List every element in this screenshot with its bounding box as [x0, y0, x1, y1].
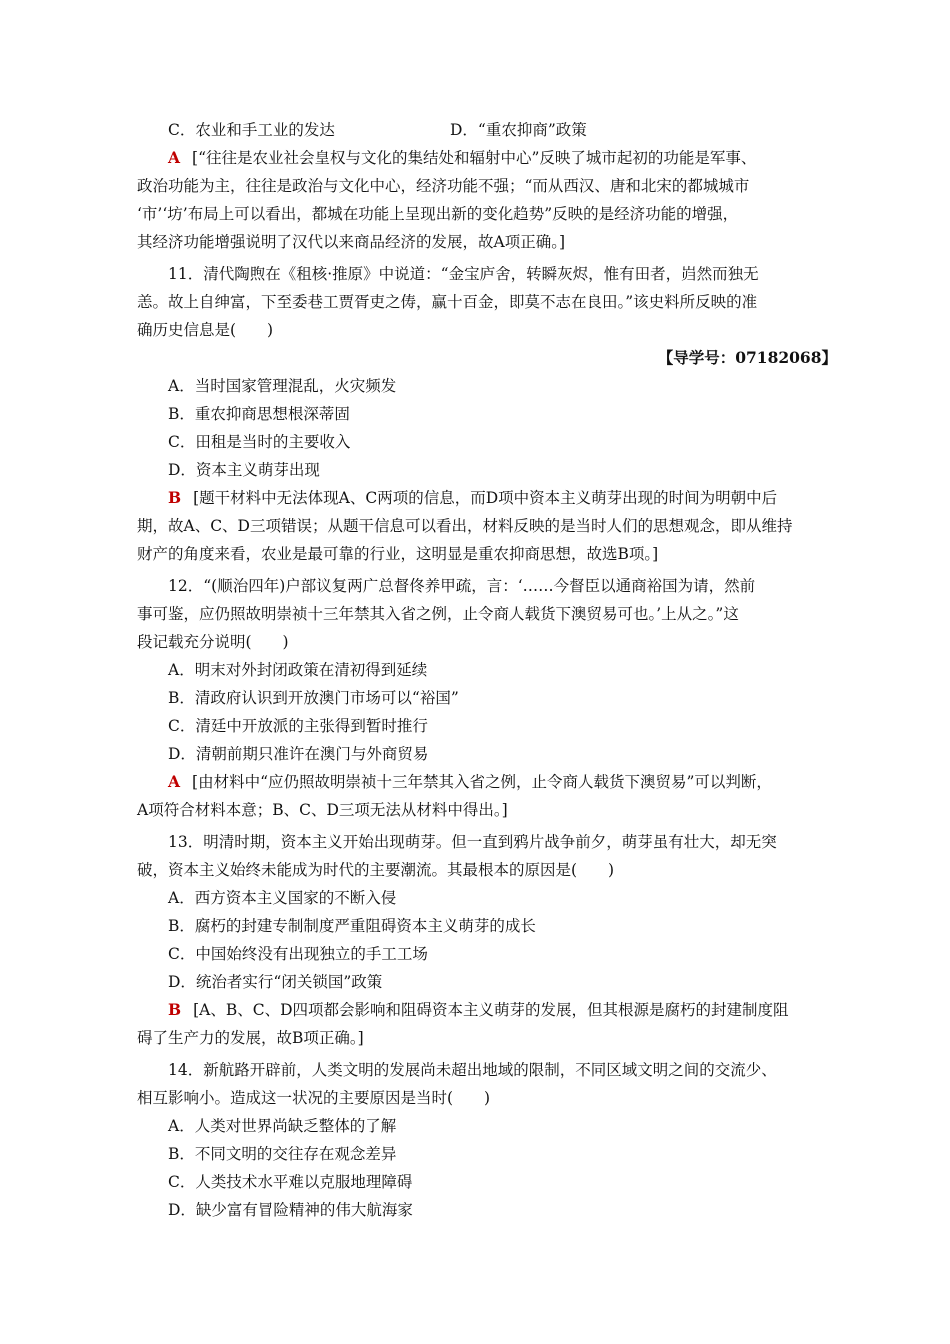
q12-explanation-line: A项符合材料本意；B、C、D三项无法从材料中得出。]	[137, 801, 508, 819]
q13-explanation-line: 碍了生产力的发展，故B项正确。]	[137, 1029, 364, 1047]
q11-stem-line: 确历史信息是( )	[137, 321, 274, 339]
q10-options-row	[137, 116, 837, 144]
q10-explanation-line: ‘市’‘坊’布局上可以看出，都城在功能上呈现出新的变化趋势”反映的是经济功能的增强，	[137, 205, 739, 223]
q13-stem-line: 破，资本主义始终未能成为时代的主要潮流。其最根本的原因是( )	[137, 861, 615, 879]
q12-option-d: D．清朝前期只准许在澳门与外商贸易	[168, 745, 429, 763]
q13-explanation-line: B [A、B、C、D四项都会影响和阻碍资本主义萌芽的发展，但其根源是腐朽的封建制度阻	[168, 1000, 789, 1019]
q11-guide-code: 【导学号：07182068】	[657, 348, 837, 367]
q12-answer: A	[168, 772, 181, 791]
q12-stem-line: 12．“(顺治四年)户部议复两广总督佟养甲疏，言：‘……今督臣以通商裕国为请，然前	[168, 577, 756, 595]
q13-option-d: D．统治者实行“闭关锁国”政策	[168, 973, 383, 991]
q11-option-a: A．当时国家管理混乱，火灾频发	[168, 377, 397, 395]
q13-option-a: A．西方资本主义国家的不断入侵	[168, 889, 397, 907]
q11-option-d: D．资本主义萌芽出现	[168, 461, 320, 479]
q11-answer: B	[168, 488, 182, 507]
q12-explanation-line: A [由材料中“应仍照故明崇祯十三年禁其入省之例，止令商人载货下澳贸易”可以判断，	[168, 772, 772, 791]
q11-explanation-line: B [题干材料中无法体现A、C两项的信息，而D项中资本主义萌芽出现的时间为明朝中后	[168, 488, 778, 507]
q14-stem-line: 14．新航路开辟前，人类文明的发展尚未超出地域的限制，不同区域文明之间的交流少、	[168, 1061, 777, 1079]
q10-option-d: D．“重农抑商”政策	[450, 121, 587, 139]
q12-stem-line: 事可鉴，应仍照故明崇祯十三年禁其入省之例，止令商人载货下澳贸易可也。’上从之。”这	[137, 605, 739, 623]
q10-explanation-line: A [“往往是农业社会皇权与文化的集结处和辐射中心”反映了城市起初的功能是军事、	[168, 148, 757, 167]
q13-stem-line: 13．明清时期，资本主义开始出现萌芽。但一直到鸦片战争前夕，萌芽虽有壮大，却无突	[168, 833, 777, 851]
q10-explanation-line: 政治功能为主，往往是政治与文化中心，经济功能不强；“而从西汉、唐和北宋的都城城市	[137, 177, 750, 195]
q12-option-a: A．明末对外封闭政策在清初得到延续	[168, 661, 428, 679]
q11-option-c: C．田租是当时的主要收入	[168, 433, 351, 451]
document-page	[137, 116, 837, 1224]
q14-option-a: A．人类对世界尚缺乏整体的了解	[168, 1117, 397, 1135]
q10-option-c: C．农业和手工业的发达	[168, 121, 335, 139]
q14-stem-line: 相互影响小。造成这一状况的主要原因是当时( )	[137, 1089, 491, 1107]
q11-stem-line: 恙。故上自绅富，下至委巷工贾胥吏之俦，赢十百金，即莫不志在良田。”该史料所反映的准	[137, 293, 758, 311]
q13-option-b: B．腐朽的封建专制制度严重阻碍资本主义萌芽的成长	[168, 917, 536, 935]
q10-answer: A	[168, 148, 181, 167]
q13-option-c: C．中国始终没有出现独立的手工工场	[168, 945, 428, 963]
q12-option-c: C．清廷中开放派的主张得到暂时推行	[168, 717, 428, 735]
q11-option-b: B．重农抑商思想根深蒂固	[168, 405, 350, 423]
q14-option-d: D．缺少富有冒险精神的伟大航海家	[168, 1201, 413, 1219]
q14-option-b: B．不同文明的交往存在观念差异	[168, 1145, 397, 1163]
q14-option-c: C．人类技术水平难以克服地理障碍	[168, 1173, 413, 1191]
q11-explanation-line: 期，故A、C、D三项错误；从题干信息可以看出，材料反映的是当时人们的思想观念，即从维持	[137, 517, 793, 535]
q12-stem-line: 段记载充分说明( )	[137, 633, 289, 651]
q11-explanation-line: 财产的角度来看，农业是最可靠的行业，这明显是重农抑商思想，故选B项。]	[137, 545, 659, 563]
q11-stem-line: 11．清代陶煦在《租核·推原》中说道：“金宝庐舍，转瞬灰烬，惟有田者，岿然而独无	[168, 265, 759, 283]
q13-answer: B	[168, 1000, 182, 1019]
q12-option-b: B．清政府认识到开放澳门市场可以“裕国”	[168, 689, 459, 707]
q10-explanation-line: 其经济功能增强说明了汉代以来商品经济的发展，故A项正确。]	[137, 233, 565, 251]
